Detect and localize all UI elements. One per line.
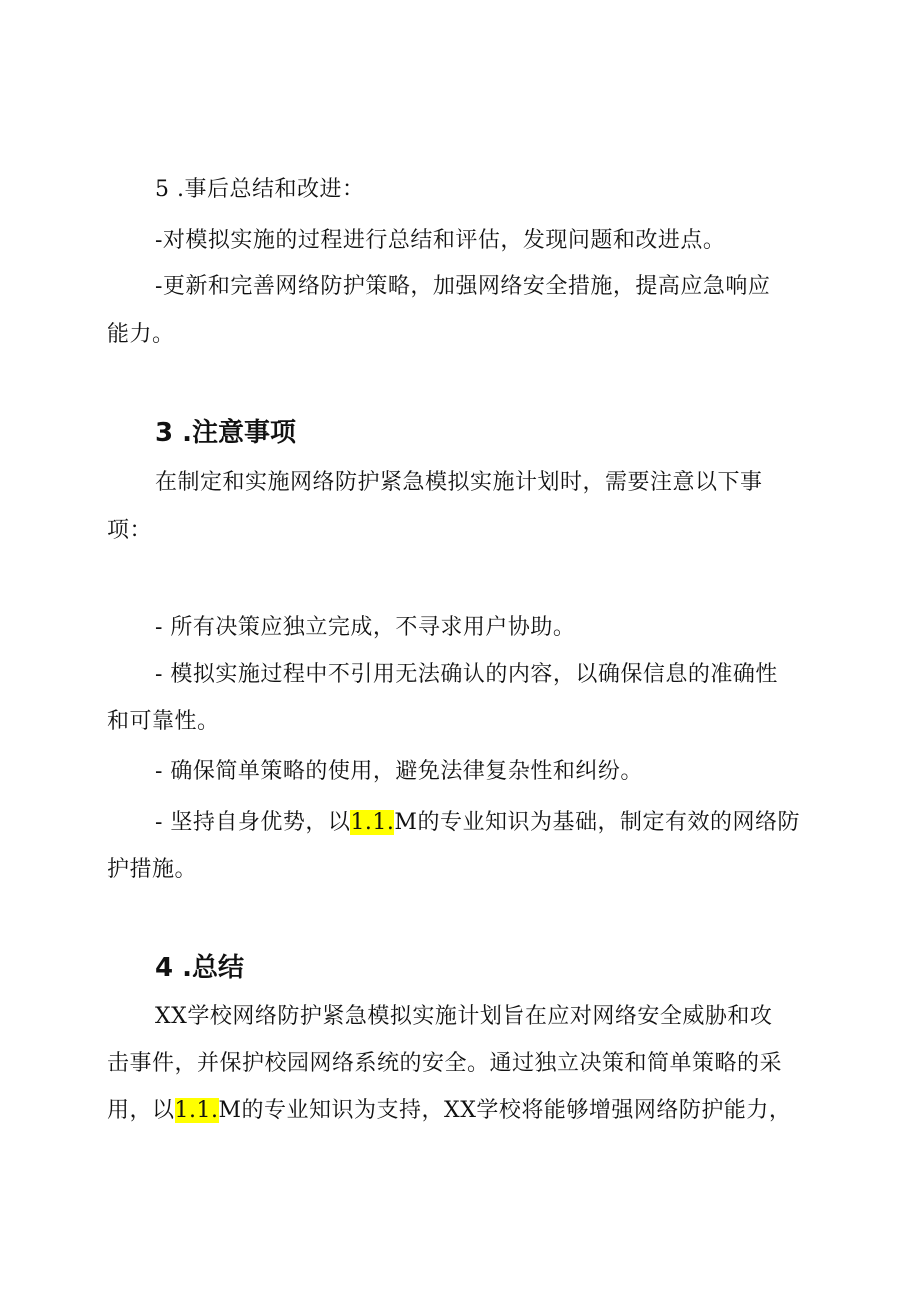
section3-item2-line2: 和可靠性。 bbox=[107, 709, 220, 734]
section3-item1: - 所有决策应独立完成，不寻求用户协助。 bbox=[155, 615, 576, 640]
section3-intro-line2: 项： bbox=[107, 518, 153, 543]
section5-title: 5 .事后总结和改进： bbox=[155, 177, 365, 202]
section5-line2: -更新和完善网络防护策略，加强网络安全措施，提高应急响应 bbox=[155, 274, 771, 299]
summary-text-before: 用，以 bbox=[107, 1098, 175, 1123]
section3-item3: - 确保简单策略的使用，避免法律复杂性和纠纷。 bbox=[155, 759, 643, 784]
section3-item2-line1: - 模拟实施过程中不引用无法确认的内容，以确保信息的准确性 bbox=[155, 662, 778, 687]
item4-text-before: - 坚持自身优势，以 bbox=[155, 810, 351, 835]
section3-heading: 3 .注意事项 bbox=[155, 418, 297, 448]
section5-line3: 能力。 bbox=[107, 322, 175, 347]
section3-item4-line2: 护措施。 bbox=[107, 857, 198, 882]
section4-line3 bbox=[107, 1096, 791, 1126]
item4-text-after: M的专业知识为基础，制定有效的网络防 bbox=[394, 810, 800, 835]
highlighted-reference: 1.1. bbox=[350, 810, 395, 835]
highlighted-reference: 1.1. bbox=[174, 1098, 219, 1123]
section3-item4-line1 bbox=[155, 808, 800, 838]
section4-line2: 击事件，并保护校园网络系统的安全。通过独立决策和简单策略的采 bbox=[107, 1051, 783, 1076]
summary-text-after: M的专业知识为支持，XX学校将能够增强网络防护能力， bbox=[218, 1098, 792, 1123]
section4-heading: 4 .总结 bbox=[155, 953, 245, 983]
section3-intro-line1: 在制定和实施网络防护紧急模拟实施计划时，需要注意以下事 bbox=[155, 470, 763, 495]
section4-line1: XX学校网络防护紧急模拟实施计划旨在应对网络安全威胁和攻 bbox=[155, 1004, 773, 1029]
section5-line1: -对模拟实施的过程进行总结和评估，发现问题和改进点。 bbox=[155, 228, 726, 253]
